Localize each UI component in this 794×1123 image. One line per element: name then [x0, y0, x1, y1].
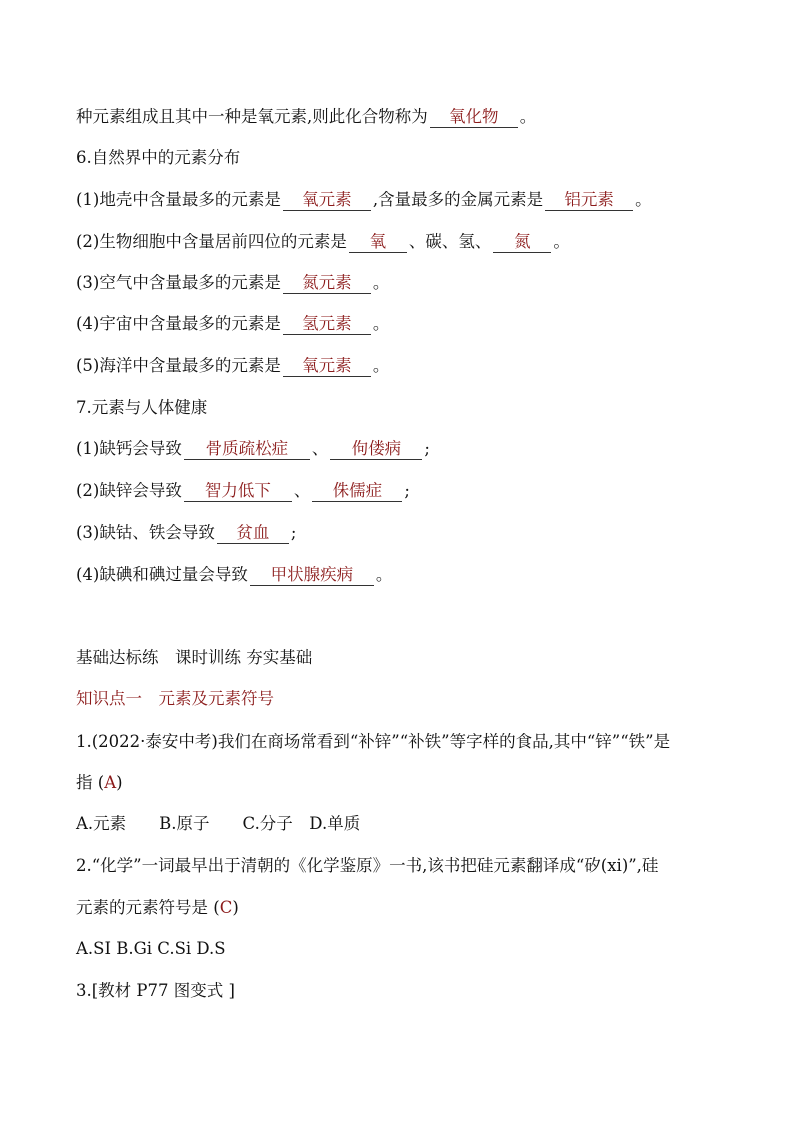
question-text: (4)宇宙中含量最多的元素是: [76, 314, 281, 333]
knowledge-point-title: 知识点一 元素及元素符号: [76, 689, 274, 708]
section-title: 7.元素与人体健康: [76, 398, 208, 417]
question-end: ;: [290, 523, 297, 542]
answer-blank: 氧: [349, 232, 407, 253]
question-item: [76, 231, 570, 253]
question-text: ): [116, 773, 123, 792]
question-end: 。: [553, 232, 570, 251]
question-text: (4)缺碘和碘过量会导致: [76, 565, 248, 584]
question-text: (5)海洋中含量最多的元素是: [76, 356, 281, 375]
answer-blank: 贫血: [217, 523, 289, 544]
question-end: 。: [372, 314, 390, 333]
question-item: [76, 480, 410, 502]
choice-answer: A: [104, 773, 117, 792]
question-1-stem: 1.(2022·泰安中考)我们在商场常看到“补锌”“补铁”等字样的食品,其中“锌”“铁”是: [76, 732, 671, 751]
question-1-options: A.元素 B.原子 C.分子 D.单质: [76, 814, 361, 833]
question-1-answer-line: [76, 772, 123, 794]
question-item: [76, 189, 652, 211]
answer-blank: 骨质疏松症: [184, 439, 310, 460]
question-end: 。: [635, 190, 652, 209]
question-item: [76, 438, 430, 460]
answer-blank: 氧化物: [430, 107, 518, 128]
answer-blank: 氮元素: [283, 273, 371, 294]
question-text: ): [232, 898, 239, 917]
question-item: [76, 313, 389, 335]
question-end: 。: [372, 356, 390, 375]
question-text: (1)缺钙会导致: [76, 439, 182, 458]
answer-blank: 氧元素: [283, 356, 371, 377]
question-text: ,含量最多的金属元素是: [372, 190, 544, 209]
question-end: 。: [372, 273, 390, 292]
question-item: [76, 355, 389, 377]
question-text: (2)生物细胞中含量居前四位的元素是: [76, 232, 347, 251]
question-2-stem: 2.“化学”一词最早出于清朝的《化学鉴原》一书,该书把硅元素翻译成“矽(xi)”,硅: [76, 856, 659, 875]
question-text: 、: [311, 439, 329, 458]
answer-blank: 侏儒症: [312, 481, 402, 502]
question-text: 、: [293, 481, 311, 500]
sentence-end: 。: [519, 107, 537, 126]
answer-blank: 氧元素: [283, 190, 371, 211]
question-2-answer-line: [76, 897, 239, 919]
question-3-stem: 3.[教材 P77 图变式 ]: [76, 981, 235, 1000]
question-text: (2)缺锌会导致: [76, 481, 182, 500]
question-item: [76, 564, 392, 586]
question-text: 指 (: [76, 773, 105, 792]
question-item: [76, 522, 296, 544]
question-text: (1)地壳中含量最多的元素是: [76, 190, 281, 209]
question-end: 。: [375, 565, 393, 584]
answer-blank: 氮: [493, 232, 551, 253]
question-item: [76, 272, 389, 294]
choice-answer: C: [219, 898, 233, 917]
question-end: ;: [424, 439, 430, 458]
sentence-text: 种元素组成且其中一种是氧元素,则此化合物称为: [76, 107, 428, 126]
question-text: 元素的元素符号是 (: [76, 898, 220, 917]
practice-header: 基础达标练 课时训练 夯实基础: [76, 648, 313, 667]
question-text: (3)空气中含量最多的元素是: [76, 273, 281, 292]
answer-blank: 氢元素: [283, 314, 371, 335]
question-end: ;: [404, 481, 410, 500]
answer-blank: 智力低下: [184, 481, 292, 502]
section-title: 6.自然界中的元素分布: [76, 148, 241, 167]
answer-blank: 佝偻病: [330, 439, 422, 460]
question-text: (3)缺钴、铁会导致: [76, 523, 215, 542]
sentence-oxide: [76, 106, 536, 128]
question-text: 、碳、氢、: [408, 232, 492, 251]
answer-blank: 铝元素: [545, 190, 633, 211]
answer-blank: 甲状腺疾病: [250, 565, 374, 586]
question-2-options: A.SI B.Gi C.Si D.S: [76, 939, 226, 958]
